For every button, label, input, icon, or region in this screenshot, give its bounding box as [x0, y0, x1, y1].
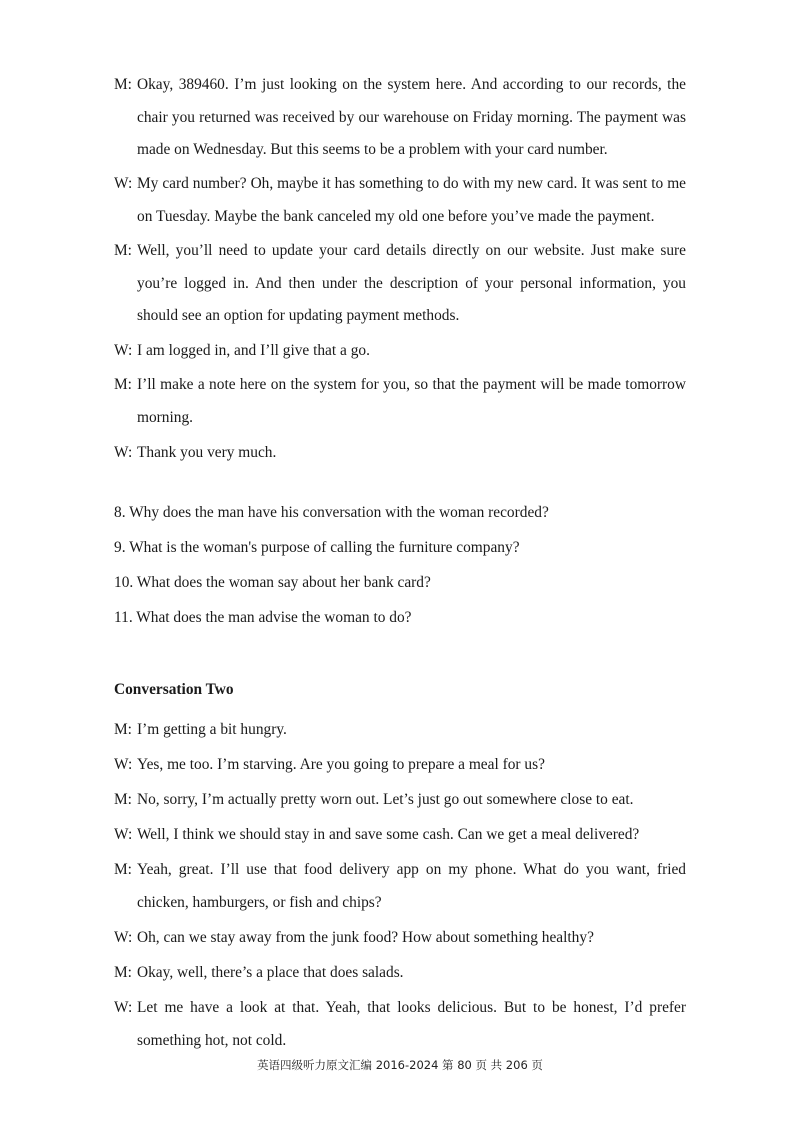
dialogue-text: I am logged in, and I’ll give that a go.	[137, 342, 370, 359]
section-heading: Conversation Two	[114, 681, 234, 698]
dialogue-text: I’ll make a note here on the system for you, so that the payment will be made tomorrow morning.	[137, 376, 686, 426]
dialogue-text: Well, I think we should stay in and save some cash. Can we get a meal delivered?	[137, 826, 640, 843]
speaker-label: M:	[114, 242, 132, 259]
speaker-label: M:	[114, 791, 132, 808]
speaker-label: W:	[114, 175, 133, 192]
speaker-label: M:	[114, 964, 132, 981]
speaker-label: W:	[114, 999, 133, 1016]
speaker-label: W:	[114, 929, 133, 946]
speaker-label: W:	[114, 342, 133, 359]
dialogue-turn	[114, 957, 686, 990]
dialogue-turn	[114, 714, 686, 747]
dialogue-turn	[114, 235, 686, 333]
speaker-label: M:	[114, 376, 132, 393]
dialogue-text: Oh, can we stay away from the junk food? How about something healthy?	[137, 929, 594, 946]
dialogue-turn	[114, 784, 686, 817]
dialogue-turn	[114, 922, 686, 955]
dialogue-turn	[114, 992, 686, 1057]
speaker-label: M:	[114, 861, 132, 878]
dialogue-turn	[114, 69, 686, 167]
dialogue-turn	[114, 335, 686, 368]
question-item: 11. What does the man advise the woman to do?	[114, 609, 412, 626]
dialogue-text: My card number? Oh, maybe it has something to do with my new card. It was sent to me on Tuesday. Maybe the bank canceled my old one before you’ve made the payment.	[137, 175, 686, 225]
speaker-label: W:	[114, 756, 133, 773]
dialogue-text: I’m getting a bit hungry.	[137, 721, 287, 738]
dialogue-text: Yeah, great. I’ll use that food delivery app on my phone. What do you want, fried chicken, hamburgers, or fish and chips?	[137, 861, 686, 911]
speaker-label: M:	[114, 76, 132, 93]
dialogue-text: Well, you’ll need to update your card details directly on our website. Just make sure you’re logged in. And then under the description of your personal information, you should see an option for updating payment methods.	[137, 242, 686, 325]
page-footer: 英语四级听力原文汇编 2016-2024 第 80 页 共 206 页	[257, 1058, 543, 1072]
question-item: 9. What is the woman's purpose of calling the furniture company?	[114, 539, 520, 556]
dialogue-text: Okay, 389460. I’m just looking on the system here. And according to our records, the chair you returned was received by our warehouse on Friday morning. The payment was made on Wednesday. But this seems to be a problem with your card number.	[137, 76, 686, 159]
speaker-label: M:	[114, 721, 132, 738]
dialogue-text: Yes, me too. I’m starving. Are you going to prepare a meal for us?	[137, 756, 545, 773]
speaker-label: W:	[114, 444, 133, 461]
dialogue-text: Thank you very much.	[137, 444, 277, 461]
dialogue-turn	[114, 749, 686, 782]
question-item: 8. Why does the man have his conversation with the woman recorded?	[114, 504, 549, 521]
dialogue-text: No, sorry, I’m actually pretty worn out. Let’s just go out somewhere close to eat.	[137, 791, 634, 808]
dialogue-text: Okay, well, there’s a place that does salads.	[137, 964, 404, 981]
speaker-label: W:	[114, 826, 133, 843]
dialogue-turn	[114, 168, 686, 233]
dialogue-turn	[114, 854, 686, 919]
dialogue-turn	[114, 369, 686, 434]
question-item: 10. What does the woman say about her bank card?	[114, 574, 431, 591]
dialogue-turn	[114, 437, 686, 470]
dialogue-turn	[114, 819, 686, 852]
dialogue-text: Let me have a look at that. Yeah, that looks delicious. But to be honest, I’d prefer something hot, not cold.	[137, 999, 686, 1049]
